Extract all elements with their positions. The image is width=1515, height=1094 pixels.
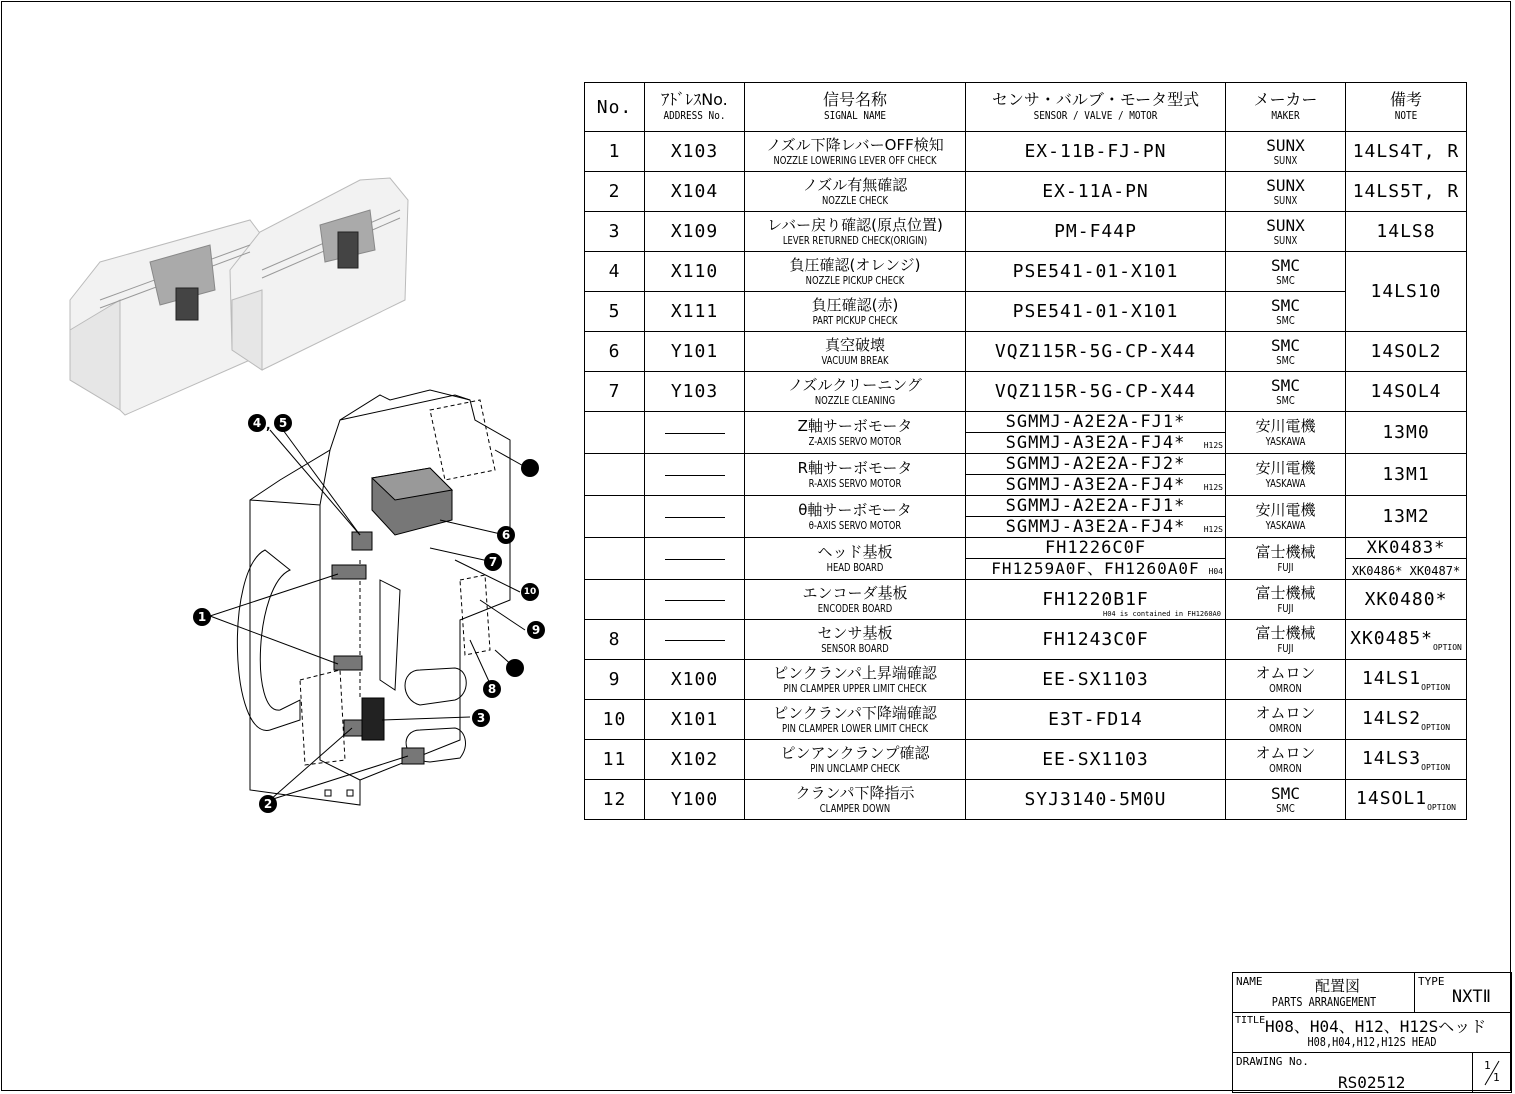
- row-address: X101: [670, 709, 719, 730]
- callout-number: 1: [193, 608, 211, 626]
- maker-name-en: OMRON: [1269, 761, 1302, 775]
- sheet-total: 1: [1493, 1071, 1500, 1084]
- model-number: VQZ115R-5G-CP-X44: [994, 341, 1197, 362]
- row-address: Y101: [670, 341, 719, 362]
- callout-number: 7: [484, 553, 502, 571]
- type-cell: [1415, 973, 1511, 1013]
- signal-name-en: R-AXIS SERVO MOTOR: [808, 476, 902, 490]
- parts-table: [584, 82, 1467, 820]
- signal-name-jp: ノズル有無確認: [802, 175, 908, 194]
- callout-number: 10: [521, 583, 539, 601]
- model-number: SYJ3140-5M0U: [1024, 789, 1167, 810]
- model-number: EX-11A-PN: [1042, 181, 1149, 202]
- table-row: [585, 660, 1467, 700]
- model-number: SGMMJ-A2E2A-FJ2*: [1005, 454, 1186, 474]
- row-address: X109: [670, 221, 719, 242]
- row-address: X104: [670, 181, 719, 202]
- model-number: SGMMJ-A2E2A-FJ1*: [1005, 412, 1186, 432]
- model-number: FH1243C0F: [1042, 629, 1149, 650]
- model-remark: H04 is contained in FH1260A0: [1102, 610, 1221, 618]
- model-number: VQZ115R-5G-CP-X44: [994, 381, 1197, 402]
- maker-name: SMC: [1271, 255, 1300, 275]
- table-row: [585, 332, 1467, 372]
- maker-name: オムロン: [1255, 663, 1316, 682]
- signal-name-jp: 真空破壊: [824, 335, 885, 354]
- row-note: 13M2: [1382, 506, 1430, 527]
- option-tag: OPTION: [1421, 722, 1451, 732]
- model-variant: H04: [1208, 567, 1223, 576]
- model-number: SGMMJ-A3E2A-FJ4*: [1005, 517, 1186, 537]
- type-value: NXTⅡ: [1451, 987, 1491, 1007]
- table-row: [585, 620, 1467, 660]
- signal-name-en: θ-AXIS SERVO MOTOR: [808, 518, 902, 532]
- maker-name: SMC: [1271, 783, 1300, 803]
- row-address: X110: [670, 261, 719, 282]
- table-row: [585, 212, 1467, 252]
- signal-name-jp: R軸サーボモータ: [797, 458, 913, 477]
- row-address: X102: [670, 749, 719, 770]
- title-jp: H08、H04、H12、H12Sヘッド: [1265, 1017, 1487, 1036]
- title-cell: [1233, 1013, 1511, 1053]
- model-number: EE-SX1103: [1042, 669, 1149, 690]
- maker-name: 富士機械: [1255, 583, 1316, 602]
- table-body: [585, 132, 1467, 820]
- maker-name-en: SMC: [1276, 801, 1295, 815]
- table-row: [585, 780, 1467, 820]
- callout-number: 2: [259, 795, 277, 813]
- table-row: [585, 580, 1467, 620]
- title-label: TITLE: [1235, 1015, 1266, 1026]
- option-tag: OPTION: [1421, 762, 1451, 772]
- drawing-label: DRAWING No.: [1236, 1055, 1309, 1068]
- table-row: [585, 372, 1467, 412]
- table-row: [585, 740, 1467, 780]
- row-number: 6: [608, 341, 621, 362]
- head-assembly-drawing: [237, 390, 510, 805]
- row-note: XK0486* XK0487*: [1351, 563, 1461, 578]
- table-row: [585, 172, 1467, 212]
- callout-marker-dot: [521, 459, 539, 477]
- maker-name-en: FUJI: [1277, 560, 1294, 574]
- signal-name-en: NOZZLE LOWERING LEVER OFF CHECK: [773, 153, 937, 167]
- signal-name-jp: ノズル下降レバーOFF検知: [766, 135, 944, 154]
- maker-name-en: OMRON: [1269, 721, 1302, 735]
- sheet-number: 1: [1484, 1059, 1491, 1072]
- row-note: 14LS1: [1361, 667, 1422, 689]
- maker-name-en: YASKAWA: [1265, 518, 1306, 532]
- maker-name: 安川電機: [1255, 458, 1316, 477]
- row-note: 13M0: [1382, 422, 1430, 443]
- row-note: XK0485*: [1350, 627, 1433, 649]
- signal-name-jp: ピンクランパ上昇端確認: [773, 663, 937, 682]
- signal-name-jp: クランパ下降指示: [795, 783, 915, 802]
- model-number: EX-11B-FJ-PN: [1024, 141, 1167, 162]
- signal-name-en: SENSOR BOARD: [821, 641, 889, 655]
- table-row: [585, 454, 1467, 475]
- row-number: 5: [608, 301, 621, 322]
- table-row: [585, 496, 1467, 517]
- callout-leader-lines: [210, 430, 527, 800]
- table-row: [585, 412, 1467, 433]
- signal-name-jp: エンコーダ基板: [802, 583, 908, 602]
- row-note: XK0483*: [1366, 538, 1446, 558]
- maker-name-en: YASKAWA: [1265, 434, 1306, 448]
- signal-name-en: NOZZLE CLEANING: [814, 393, 896, 407]
- signal-name-jp: 負圧確認(赤): [811, 295, 899, 314]
- name-en: PARTS ARRANGEMENT: [1271, 995, 1377, 1009]
- row-number: 2: [608, 181, 621, 202]
- signal-name-en: PIN CLAMPER UPPER LIMIT CHECK: [783, 681, 927, 695]
- table-row: [585, 700, 1467, 740]
- maker-name-en: SUNX: [1273, 193, 1298, 207]
- model-number: FH1226C0F: [1044, 538, 1147, 558]
- head-units-perspective: [70, 178, 408, 415]
- signal-name-en: NOZZLE CHECK: [821, 193, 889, 207]
- row-address: X103: [670, 141, 719, 162]
- signal-name-en: HEAD BOARD: [826, 560, 884, 574]
- row-number: 12: [602, 789, 627, 810]
- model-number: PSE541-01-X101: [1012, 261, 1179, 282]
- row-number: 7: [608, 381, 621, 402]
- table-row: [585, 252, 1467, 292]
- model-variant: H12S: [1203, 441, 1223, 450]
- sheet-cell: [1473, 1053, 1511, 1093]
- no-address-dash: [665, 475, 725, 476]
- row-note: 14SOL1: [1356, 787, 1428, 809]
- option-tag: OPTION: [1432, 642, 1462, 652]
- maker-name: SUNX: [1266, 215, 1305, 235]
- maker-name: SUNX: [1266, 135, 1305, 155]
- maker-name: 富士機械: [1255, 542, 1316, 561]
- row-address: X100: [670, 669, 719, 690]
- title-en: H08,H04,H12,H12S HEAD: [1307, 1035, 1437, 1049]
- maker-name: SMC: [1271, 335, 1300, 355]
- signal-name-jp: Z軸サーボモータ: [797, 416, 913, 435]
- no-address-dash: [665, 640, 725, 641]
- row-note: 13M1: [1382, 464, 1430, 485]
- maker-name: SMC: [1271, 375, 1300, 395]
- model-variant: H12S: [1203, 525, 1223, 534]
- callout-number: 6: [497, 526, 515, 544]
- maker-name-en: OMRON: [1269, 681, 1302, 695]
- maker-name-en: SUNX: [1273, 233, 1298, 247]
- option-tag: OPTION: [1427, 802, 1456, 812]
- model-variant: H12S: [1203, 483, 1223, 492]
- drawing-no-cell: [1233, 1053, 1473, 1093]
- row-note: 14LS10: [1370, 281, 1442, 302]
- maker-name: SMC: [1271, 295, 1300, 315]
- row-address: X111: [670, 301, 719, 322]
- row-note: 14LS3: [1361, 747, 1422, 769]
- model-number: FH1259A0F、FH1260A0F: [991, 559, 1200, 578]
- model-number: FH1220B1F: [1042, 589, 1149, 610]
- maker-name-en: SMC: [1276, 313, 1295, 327]
- row-address: Y100: [670, 789, 719, 810]
- model-number: PSE541-01-X101: [1012, 301, 1179, 322]
- name-cell: [1233, 973, 1415, 1013]
- no-address-dash: [665, 559, 725, 560]
- table-row: [585, 292, 1467, 332]
- row-note: XK0480*: [1364, 589, 1448, 610]
- no-address-dash: [665, 600, 725, 601]
- model-number: PM-F44P: [1054, 221, 1137, 242]
- parts-diagram: [0, 0, 575, 900]
- signal-name-en: LEVER RETURNED CHECK(ORIGIN): [782, 233, 928, 247]
- header-signal: 信号名称 SIGNAL NAME: [745, 83, 966, 132]
- callout-marker-dot: [506, 659, 524, 677]
- maker-name-en: SMC: [1276, 353, 1295, 367]
- title-block: [1232, 972, 1512, 1093]
- no-address-dash: [665, 517, 725, 518]
- name-label: NAME: [1236, 975, 1263, 988]
- row-address: Y103: [670, 381, 719, 402]
- header-sensor: センサ・バルブ・モータ型式 SENSOR / VALVE / MOTOR: [966, 83, 1226, 132]
- option-tag: OPTION: [1421, 682, 1451, 692]
- row-number: 11: [602, 749, 627, 770]
- signal-name-jp: レバー戻り確認(原点位置): [767, 215, 943, 234]
- signal-name-jp: センサ基板: [817, 623, 893, 642]
- row-number: 1: [608, 141, 621, 162]
- maker-name-en: SUNX: [1273, 153, 1298, 167]
- header-note: 備考 NOTE: [1346, 83, 1467, 132]
- signal-name-en: NOZZLE PICKUP CHECK: [805, 273, 905, 287]
- row-note: 14LS8: [1376, 221, 1436, 242]
- row-number: 4: [608, 261, 621, 282]
- signal-name-en: PIN UNCLAMP CHECK: [810, 761, 900, 775]
- signal-name-jp: θ軸サーボモータ: [798, 500, 912, 519]
- model-number: E3T-FD14: [1048, 709, 1143, 730]
- row-note: 14LS2: [1361, 707, 1422, 729]
- model-number: SGMMJ-A3E2A-FJ4*: [1005, 475, 1186, 495]
- row-note: 14LS4T, R: [1352, 141, 1460, 162]
- maker-name-en: SMC: [1276, 393, 1295, 407]
- row-number: 9: [608, 669, 621, 690]
- header-no: No.: [585, 83, 645, 132]
- header-address: ｱﾄﾞﾚｽNo. ADDRESS No.: [645, 83, 745, 132]
- row-note: 14SOL2: [1370, 341, 1442, 362]
- type-label: TYPE: [1418, 975, 1445, 988]
- name-jp: 配置図: [1315, 977, 1361, 995]
- maker-name: 富士機械: [1255, 623, 1316, 642]
- signal-name-jp: ピンアンクランプ確認: [780, 743, 930, 762]
- table-header-row: [585, 83, 1467, 132]
- model-number: SGMMJ-A3E2A-FJ4*: [1005, 433, 1186, 453]
- signal-name-en: PIN CLAMPER LOWER LIMIT CHECK: [782, 721, 928, 735]
- row-note: 14LS5T, R: [1352, 181, 1460, 202]
- row-note: 14SOL4: [1370, 381, 1442, 402]
- maker-name: 安川電機: [1255, 416, 1316, 435]
- row-number: 3: [608, 221, 621, 242]
- signal-name-jp: ノズルクリーニング: [788, 375, 922, 394]
- callout-number: 3: [472, 709, 490, 727]
- drawing-number: RS02512: [1338, 1073, 1406, 1092]
- table-row: [585, 538, 1467, 559]
- maker-name: SUNX: [1266, 175, 1305, 195]
- model-number: EE-SX1103: [1042, 749, 1149, 770]
- maker-name: 安川電機: [1255, 500, 1316, 519]
- callout-separator: ,: [266, 418, 271, 432]
- signal-name-en: VACUUM BREAK: [821, 353, 889, 367]
- callout-number: 4: [248, 414, 266, 432]
- signal-name-jp: ピンクランパ下降端確認: [773, 703, 937, 722]
- maker-name-en: FUJI: [1277, 601, 1294, 615]
- callout-number: 5: [274, 414, 292, 432]
- signal-name-en: Z-AXIS SERVO MOTOR: [808, 434, 902, 448]
- maker-name-en: FUJI: [1277, 641, 1294, 655]
- maker-name-en: YASKAWA: [1265, 476, 1306, 490]
- table-row: [585, 132, 1467, 172]
- signal-name-en: ENCODER BOARD: [817, 601, 893, 615]
- no-address-dash: [665, 433, 725, 434]
- signal-name-en: CLAMPER DOWN: [819, 801, 891, 815]
- callout-number: 8: [483, 680, 501, 698]
- maker-name: オムロン: [1255, 703, 1316, 722]
- row-number: 8: [608, 629, 621, 650]
- signal-name-jp: ヘッド基板: [817, 542, 893, 561]
- row-number: 10: [602, 709, 627, 730]
- header-maker: メーカー MAKER: [1226, 83, 1346, 132]
- model-number: SGMMJ-A2E2A-FJ1*: [1005, 496, 1186, 516]
- maker-name: オムロン: [1255, 743, 1316, 762]
- signal-name-jp: 負圧確認(オレンジ): [789, 255, 921, 274]
- signal-name-en: PART PICKUP CHECK: [812, 313, 898, 327]
- maker-name-en: SMC: [1276, 273, 1295, 287]
- callout-number: 9: [527, 621, 545, 639]
